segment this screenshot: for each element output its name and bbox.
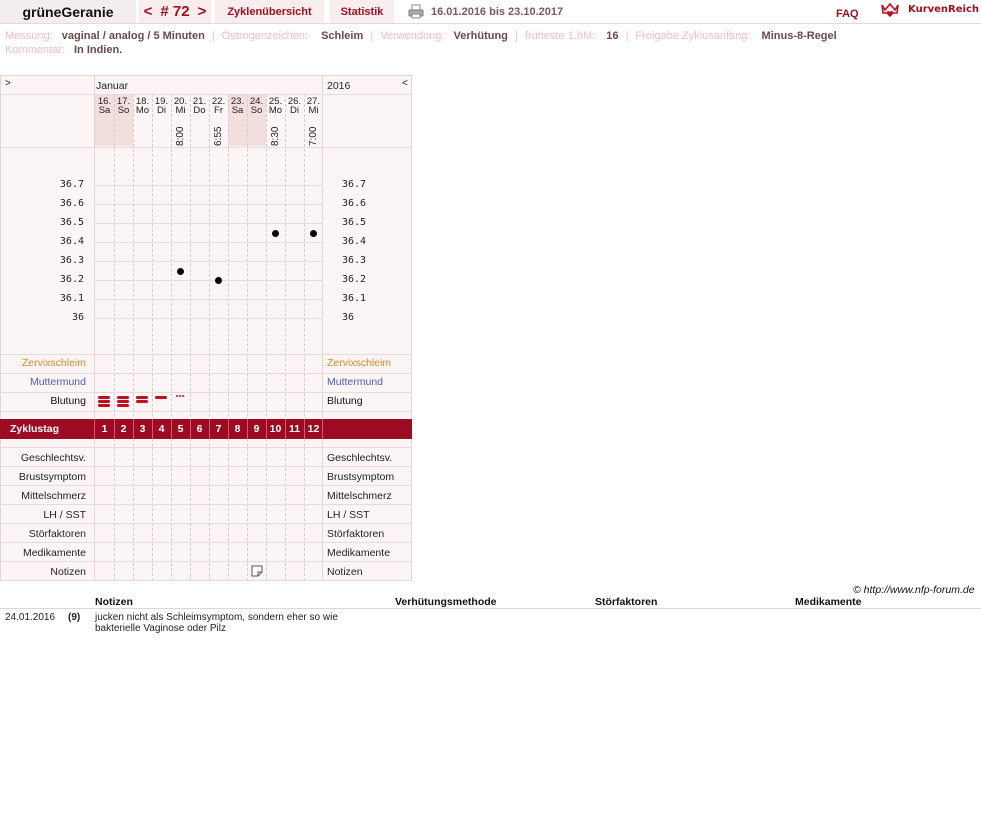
temp-label-left: 36.5 — [59, 217, 84, 228]
day-number: 19. — [154, 96, 169, 107]
cycle-bar-separator — [209, 419, 210, 439]
year-label: 2016 — [327, 80, 351, 92]
day-gridline — [285, 94, 286, 581]
separator: | — [625, 30, 629, 42]
measurement-value: vaginal / analog / 5 Minuten — [61, 30, 205, 42]
crown-heart-icon[interactable] — [880, 2, 900, 18]
row-bleeding-label-left[interactable]: Blutung — [50, 395, 86, 407]
cycle-bar-separator — [322, 419, 323, 439]
temp-label-right: 36.3 — [342, 255, 367, 266]
day-weekday: So — [117, 105, 130, 116]
row-divider — [0, 580, 412, 581]
row-divider — [0, 447, 412, 448]
cycle-bar-separator — [133, 419, 134, 439]
temp-gridline — [94, 204, 322, 205]
temp-gridline — [94, 280, 322, 281]
bleeding-mark — [98, 396, 110, 399]
temp-label-left: 36.1 — [59, 293, 84, 304]
measure-time: 8:00 — [175, 126, 186, 146]
cycle-day-number: 10 — [269, 423, 282, 435]
temp-label-right: 36.1 — [342, 293, 367, 304]
row-divider — [0, 373, 412, 374]
measure-time: 8:30 — [270, 126, 281, 146]
cycle-number: # 72 — [160, 3, 190, 20]
cycle-day-number: 4 — [158, 423, 165, 435]
next-page-button[interactable]: < — [402, 78, 408, 89]
row-medication-label-right[interactable]: Medikamente — [327, 547, 391, 559]
day-gridline — [114, 94, 115, 581]
temp-label-left: 36.2 — [59, 274, 84, 285]
bleeding-mark — [98, 404, 110, 407]
cycle-day-number: 2 — [120, 423, 127, 435]
release-value: Minus-8-Regel — [761, 30, 837, 42]
bleeding-mark — [136, 396, 148, 399]
separator: | — [514, 30, 518, 42]
usage-value: Verhütung — [453, 30, 508, 42]
temp-label-left: 36.3 — [59, 255, 84, 266]
bleeding-mark — [136, 400, 148, 403]
logo-text[interactable]: KurvenReich — [908, 4, 980, 15]
day-weekday: Fr — [214, 105, 223, 116]
row-divider — [0, 542, 412, 543]
cycle-day-label: Zyklustag — [10, 423, 60, 435]
cycle-day-number: 6 — [196, 423, 203, 435]
date-range: 16.01.2016 bis 23.10.2017 — [431, 6, 564, 18]
earliest-value: 16 — [606, 30, 619, 42]
note-text-line-1: jucken nicht als Schleimsymptom, sondern eher so wie — [95, 612, 338, 623]
row-divider — [0, 411, 412, 412]
row-divider — [0, 561, 412, 562]
usage-label: Verwendung: — [380, 30, 445, 42]
day-weekday: Mi — [308, 105, 319, 116]
cycle-bar-separator — [228, 419, 229, 439]
cycle-day-number: 1 — [101, 423, 108, 435]
day-number: 22. — [211, 96, 226, 107]
row-disturbances-label-left[interactable]: Störfaktoren — [28, 528, 86, 540]
comment-label: Kommentar: — [5, 44, 65, 56]
row-bleeding-label-right[interactable]: Blutung — [327, 395, 363, 407]
notes-header: Notizen — [95, 596, 133, 608]
oestrogen-value: Schleim — [321, 30, 364, 42]
row-breast-symptom-label-left[interactable]: Brustsymptom — [18, 471, 86, 483]
bleeding-spot — [176, 395, 178, 397]
day-number: 27. — [306, 96, 321, 107]
cycle-bar-separator — [190, 419, 191, 439]
day-gridline — [304, 94, 305, 581]
day-number: 23. — [230, 96, 245, 107]
header-divider — [0, 94, 412, 95]
note-icon[interactable] — [251, 565, 263, 577]
copyright: © http://www.nfp-forum.de — [853, 584, 975, 596]
header-divider — [0, 23, 981, 24]
day-number: 16. — [97, 96, 112, 107]
day-gridline — [209, 94, 210, 581]
cycle-bar-separator — [285, 419, 286, 439]
note-cycle-day: (9) — [68, 612, 81, 623]
cycle-chart — [0, 75, 412, 581]
bleeding-mark — [117, 404, 129, 407]
day-weekday: Mo — [135, 105, 150, 116]
temp-label-right: 36.5 — [342, 217, 367, 228]
cycle-bar-separator — [171, 419, 172, 439]
row-cervical-mucus-label-right[interactable]: Zervixschleim — [327, 357, 392, 369]
table-divider — [0, 608, 981, 609]
day-weekday: Di — [157, 105, 166, 116]
day-number: 17. — [116, 96, 131, 107]
bleeding-mark — [117, 400, 129, 403]
row-divider — [0, 392, 412, 393]
prev-cycle-button[interactable]: < — [143, 3, 153, 20]
note-text-line-2: bakterielle Vaginose oder Pilz — [95, 623, 227, 634]
temp-label-left: 36 — [71, 312, 84, 323]
day-number: 26. — [287, 96, 302, 107]
day-number: 24. — [249, 96, 264, 107]
cycle-day-number: 3 — [139, 423, 146, 435]
bleeding-spot — [179, 395, 181, 397]
next-cycle-button[interactable]: > — [197, 3, 207, 20]
row-cervix-label-right[interactable]: Muttermund — [327, 376, 384, 388]
cycle-bar-separator — [114, 419, 115, 439]
col-separator — [94, 75, 95, 581]
cycle-day-number: 11 — [288, 423, 301, 435]
prev-page-button[interactable]: > — [5, 78, 11, 89]
cycle-bar-separator — [94, 419, 95, 439]
bleeding-mark — [117, 396, 129, 399]
meds-header: Medikamente — [795, 596, 862, 608]
day-gridline — [190, 94, 191, 581]
info-row-2 — [5, 44, 122, 56]
row-cervix-label-left[interactable]: Muttermund — [29, 376, 86, 388]
cycle-nav — [139, 0, 211, 23]
bleeding-mark — [155, 396, 167, 399]
measure-time: 6:55 — [213, 126, 224, 146]
temp-point — [310, 230, 317, 237]
user-tab[interactable] — [0, 0, 136, 23]
release-label: Freigabe Zyklusanfang: — [635, 30, 751, 42]
temp-point — [215, 277, 222, 284]
cycle-day-number: 5 — [177, 423, 184, 435]
day-number: 18. — [135, 96, 150, 107]
day-number: 21. — [192, 96, 207, 107]
temp-label-left: 36.6 — [59, 198, 84, 209]
month-label: Januar — [96, 80, 129, 92]
temp-label-right: 36.7 — [342, 179, 367, 190]
cycle-day-number: 12 — [307, 423, 320, 435]
comment-value: In Indien. — [73, 44, 123, 56]
user-name: grüneGeranie — [22, 3, 114, 20]
temp-gridline — [94, 223, 322, 224]
temp-point — [272, 230, 279, 237]
row-ovulation-pain-label-right[interactable]: Mittelschmerz — [327, 490, 392, 502]
day-weekday: Di — [290, 105, 299, 116]
temp-label-right: 36.6 — [342, 198, 367, 209]
day-weekday: Mi — [175, 105, 186, 116]
temp-gridline — [94, 185, 322, 186]
temp-gridline — [94, 299, 322, 300]
day-number: 20. — [173, 96, 188, 107]
temp-gridline — [94, 242, 322, 243]
row-disturbances-label-right[interactable]: Störfaktoren — [327, 528, 385, 540]
day-weekday: So — [250, 105, 263, 116]
separator: | — [211, 30, 215, 42]
row-lh-test-label-right[interactable]: LH / SST — [327, 509, 370, 521]
cycle-bar-separator — [247, 419, 248, 439]
cycle-day-number: 8 — [234, 423, 241, 435]
cycle-bar-separator — [266, 419, 267, 439]
factors-header: Störfaktoren — [595, 596, 658, 608]
info-row-1 — [5, 30, 837, 42]
temp-label-right: 36.2 — [342, 274, 367, 285]
cycle-bar-separator — [152, 419, 153, 439]
tab-statistics[interactable]: Statistik — [330, 0, 394, 23]
oestrogen-label: Östrogenzeichen: — [221, 30, 308, 42]
row-divider — [0, 354, 412, 355]
temp-label-left: 36.7 — [59, 179, 84, 190]
temp-label-right: 36.4 — [342, 236, 367, 247]
day-weekday: Do — [193, 105, 206, 116]
row-notes-label-right[interactable]: Notizen — [327, 566, 363, 578]
row-divider — [0, 523, 412, 524]
temp-gridline — [94, 261, 322, 262]
row-cervical-mucus-label-left[interactable]: Zervixschleim — [21, 357, 86, 369]
temp-gridline — [94, 318, 322, 319]
method-header: Verhütungsmethode — [395, 596, 497, 608]
bleeding-spot — [182, 395, 184, 397]
row-intercourse-label-right[interactable]: Geschlechtsv. — [327, 452, 393, 464]
cycle-bar-separator — [304, 419, 305, 439]
day-gridline — [266, 94, 267, 581]
cycle-day-number: 9 — [253, 423, 260, 435]
row-divider — [0, 504, 412, 505]
row-notes-label-left[interactable]: Notizen — [50, 566, 86, 578]
earliest-label: früheste 1.hM: — [524, 30, 596, 42]
temp-label-left: 36.4 — [59, 236, 84, 247]
measure-time: 7:00 — [308, 126, 319, 146]
day-weekday: Sa — [98, 105, 111, 116]
day-number: 25. — [268, 96, 283, 107]
row-ovulation-pain-label-left[interactable]: Mittelschmerz — [21, 490, 86, 502]
day-gridline — [171, 94, 172, 581]
header-divider — [0, 147, 412, 148]
temp-point — [177, 268, 184, 275]
bleeding-mark — [98, 400, 110, 403]
tab-cycle-overview[interactable]: Zyklenübersicht — [215, 0, 324, 23]
day-weekday: Sa — [231, 105, 244, 116]
row-medication-label-left[interactable]: Medikamente — [22, 547, 86, 559]
printer-icon[interactable] — [408, 4, 424, 19]
day-weekday: Mo — [268, 105, 283, 116]
temp-label-right: 36 — [342, 312, 355, 323]
measurement-label: Messung: — [5, 30, 53, 42]
day-gridline — [228, 94, 229, 581]
row-divider — [0, 466, 412, 467]
day-gridline — [133, 94, 134, 581]
cycle-day-number: 7 — [215, 423, 222, 435]
separator: | — [370, 30, 374, 42]
day-gridline — [247, 94, 248, 581]
row-intercourse-label-left[interactable]: Geschlechtsv. — [20, 452, 86, 464]
col-separator — [322, 75, 323, 581]
note-date: 24.01.2016 — [5, 612, 56, 623]
faq-link[interactable]: FAQ — [836, 8, 859, 20]
row-divider — [0, 485, 412, 486]
day-gridline — [152, 94, 153, 581]
row-lh-test-label-left[interactable]: LH / SST — [43, 509, 86, 521]
row-breast-symptom-label-right[interactable]: Brustsymptom — [327, 471, 395, 483]
